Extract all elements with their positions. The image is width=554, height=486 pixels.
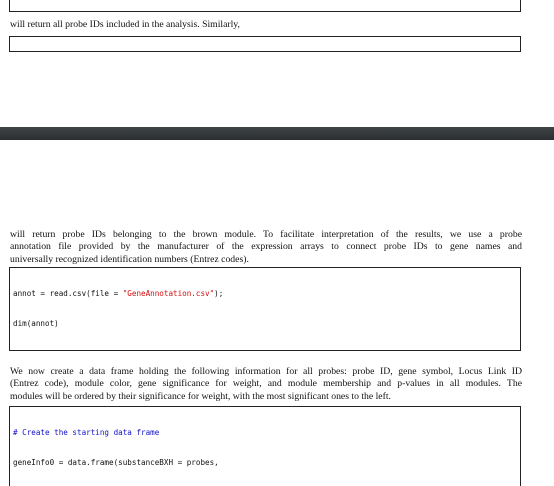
code-block-create-data-frame [9,406,521,486]
code-block-names-datexpr [9,0,521,12]
code-block-brown-module [9,36,521,52]
code-line: annot = read.csv(file = "GeneAnnotation.csv"); [13,289,224,299]
paragraph-line: universally recognized identification numbers (Entrez codes). [10,253,249,265]
paragraph-line: modules will be ordered by their significance for weight, with the most significant ones to the left. [10,390,391,402]
string-literal: "GeneAnnotation.csv" [122,289,215,299]
code-block-read-annotation [9,267,521,351]
page-separator [0,127,554,140]
paragraph-line: We now create a data frame holding the following information for all probes: probe ID, gene symbol, Locus Link ID [10,366,522,377]
paragraph-line: annotation file provided by the manufacturer of the expression arrays to connect probe IDs to gene names and [10,241,522,253]
document-page-top [0,0,554,127]
code-line: geneInfo0 = data.frame(substanceBXH = probes, [13,458,219,468]
paragraph-line: (Entrez code), module color, gene significance for weight, and module membership and p-values in all modules. The [10,378,522,390]
paragraph-line: will return probe IDs belonging to the brown module. To facilitate interpretation of the results, we use a probe [10,229,522,240]
code-line: dim(annot) [13,319,59,329]
paragraph-data-frame-intro [10,366,522,403]
paragraph [10,19,522,31]
code-line [13,350,517,351]
document-page-bottom [0,140,554,479]
paragraph-annotation-intro [10,229,522,266]
code-comment: # Create the starting data frame [13,428,160,438]
paragraph-line: will return all probe IDs included in the analysis. Similarly, [10,19,240,30]
